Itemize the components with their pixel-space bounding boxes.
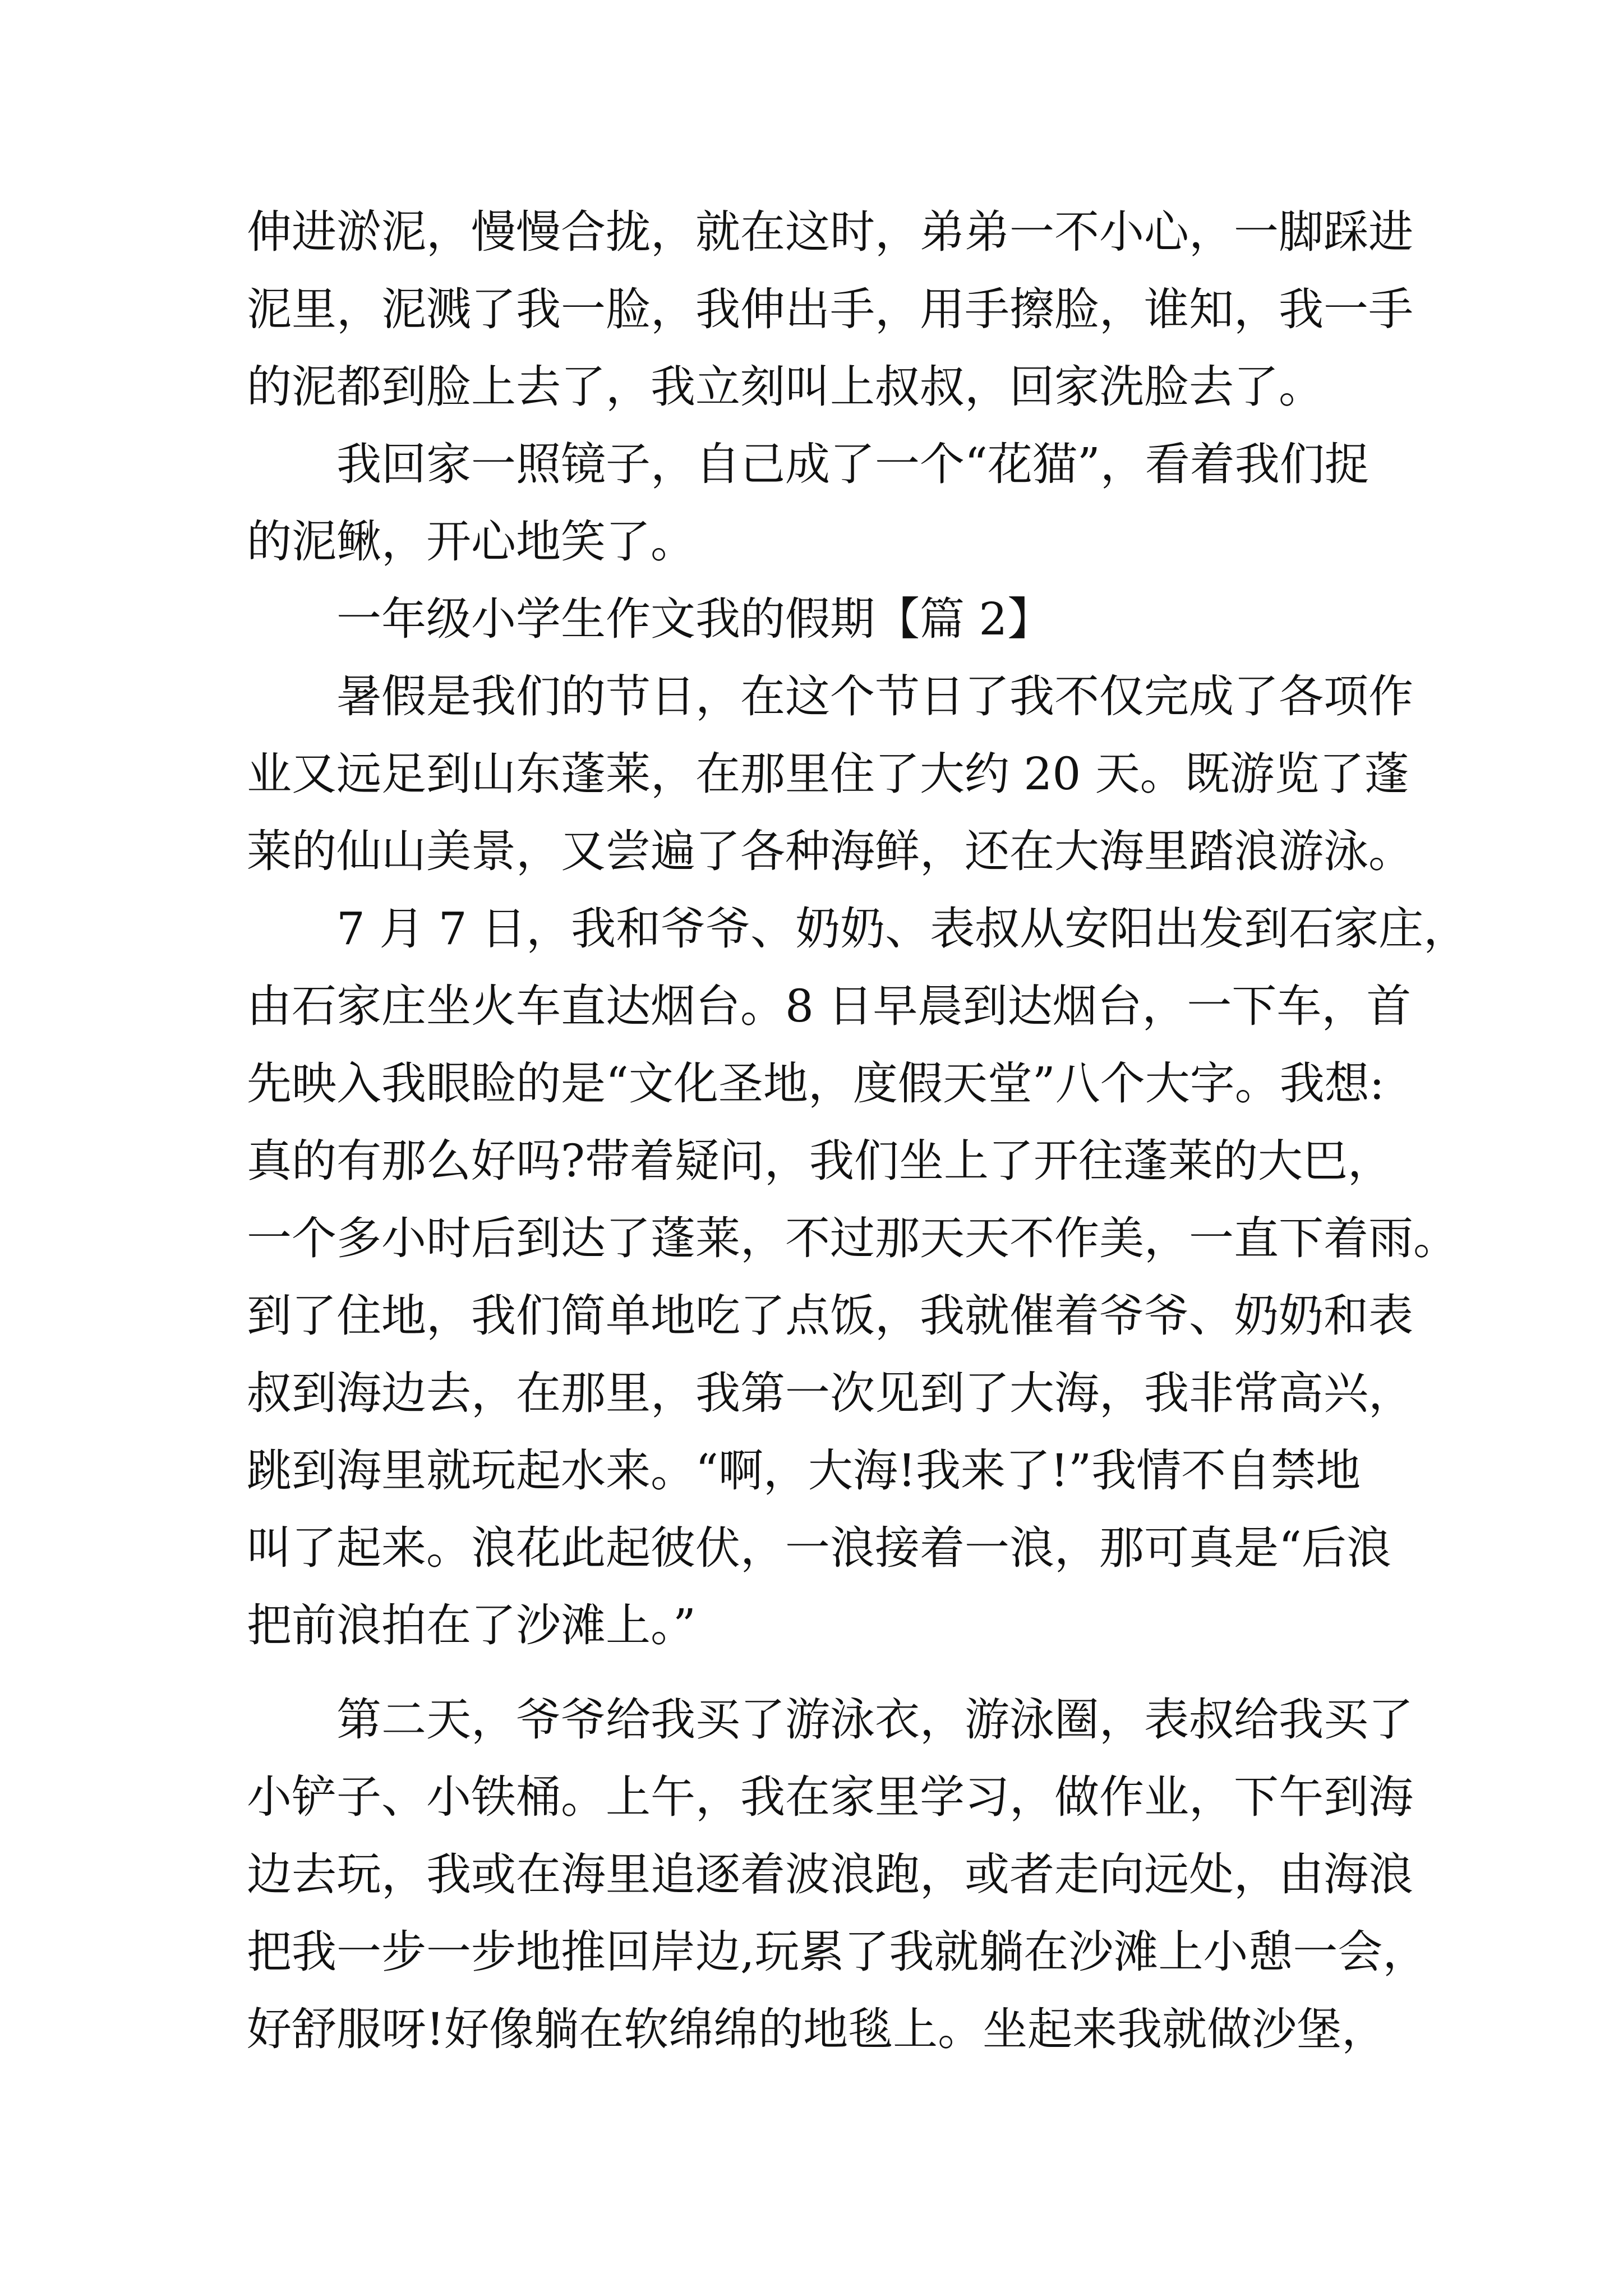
text-line: 边去玩，我或在海里追逐着波浪跑，或者走向远处，由海浪 <box>247 1848 1413 1901</box>
text-line: 的泥鳅，开心地笑了。 <box>247 516 695 568</box>
text-line: 把我一步一步地推回岸边,玩累了我就躺在沙滩上小憩一会， <box>247 1926 1428 1978</box>
text-line: 由石家庄坐火车直达烟台。8 日早晨到达烟台，一下车，首 <box>247 980 1412 1032</box>
text-line: 暑假是我们的节日，在这个节日了我不仅完成了各项作 <box>247 670 1413 723</box>
text-line: 小铲子、小铁桶。上午，我在家里学习，做作业，下午到海 <box>247 1771 1413 1823</box>
text-line: 伸进淤泥，慢慢合拢，就在这时，弟弟一不小心，一脚踩进 <box>247 206 1413 258</box>
text-line: 叫了起来。浪花此起彼伏，一浪接着一浪，那可真是“后浪 <box>247 1522 1391 1574</box>
document-body <box>247 194 1469 2068</box>
text-line: 业又远足到山东蓬莱，在那里住了大约 20 天。既游览了蓬 <box>247 748 1409 800</box>
text-line: 莱的仙山美景，又尝遍了各种海鲜，还在大海里踏浪游泳。 <box>247 825 1413 877</box>
section-heading: 一年级小学生作文我的假期【篇 2】 <box>247 593 1053 645</box>
text-line: 真的有那么好吗?带着疑问，我们坐上了开往蓬莱的大巴， <box>247 1135 1393 1187</box>
text-line: 我回家一照镜子，自己成了一个“花猫”，看着我们捉 <box>247 438 1370 490</box>
text-line: 叔到海边去，在那里，我第一次见到了大海，我非常高兴， <box>247 1367 1413 1419</box>
text-line: 第二天，爷爷给我买了游泳衣，游泳圈，表叔给我买了 <box>247 1694 1413 1746</box>
text-line: 到了住地，我们简单地吃了点饭，我就催着爷爷、奶奶和表 <box>247 1290 1413 1342</box>
paragraph-gap <box>247 1664 1391 1681</box>
text-line: 泥里，泥溅了我一脸，我伸出手，用手擦脸，谁知，我一手 <box>247 283 1413 335</box>
text-line: 好舒服呀!好像躺在软绵绵的地毯上。坐起来我就做沙堡， <box>247 2003 1387 2055</box>
text-line: 跳到海里就玩起水来。“啊，大海!我来了!”我情不自禁地 <box>247 1444 1361 1497</box>
text-line: 一个多小时后到达了蓬莱，不过那天天不作美，一直下着雨。 <box>247 1212 1458 1264</box>
text-line: 把前浪拍在了沙滩上。” <box>247 1599 696 1651</box>
text-line: 7 月 7 日，我和爷爷、奶奶、表叔从安阳出发到石家庄， <box>247 903 1469 955</box>
text-line: 的泥都到脸上去了，我立刻叫上叔叔，回家洗脸去了。 <box>247 361 1324 413</box>
text-line: 先映入我眼睑的是“文化圣地，度假天堂”八个大字。我想: <box>247 1057 1385 1110</box>
